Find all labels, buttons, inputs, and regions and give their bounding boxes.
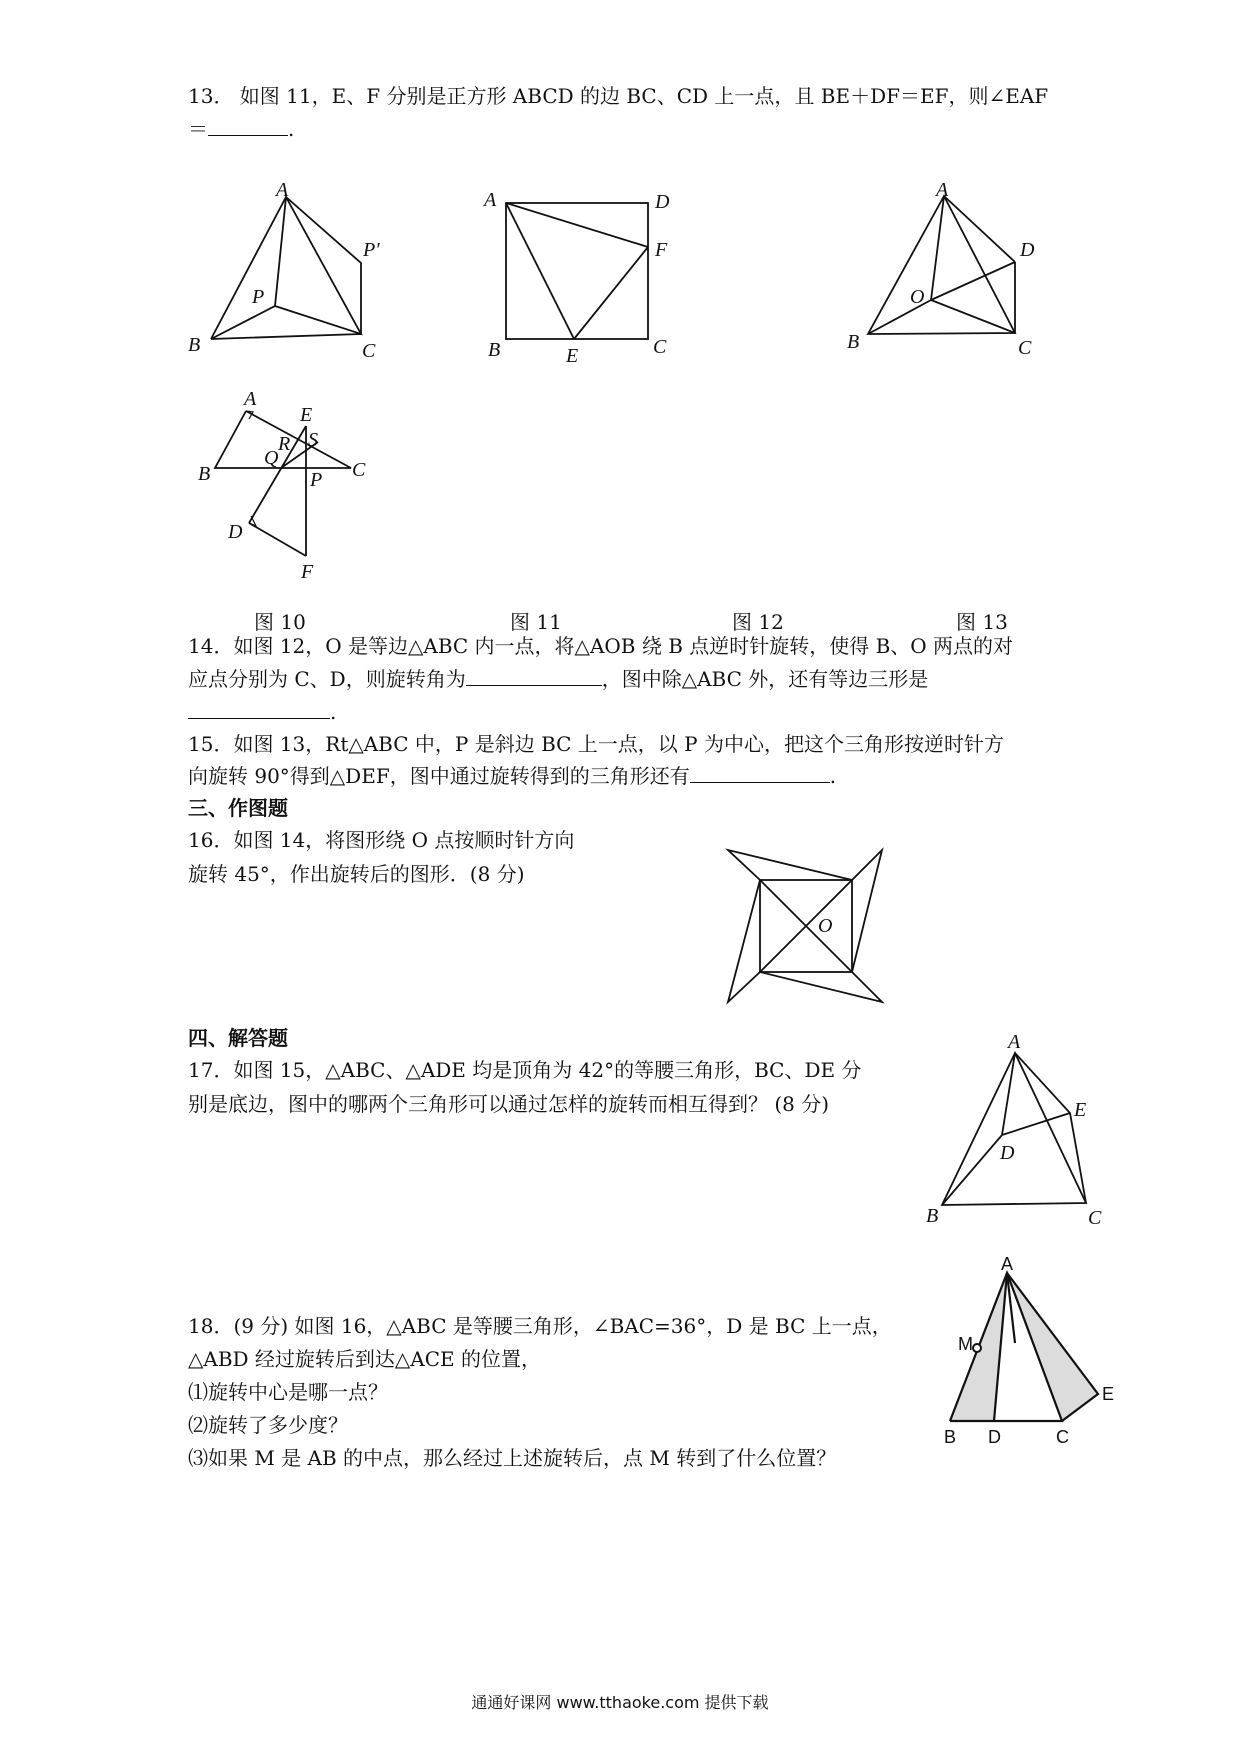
fig10-label-a: A	[276, 179, 289, 201]
fig12-label-a: A	[936, 179, 949, 201]
fig16-label-m: M	[958, 1334, 973, 1354]
q13-period: .	[288, 117, 295, 141]
fig12-label-b: B	[847, 331, 860, 353]
fig13-label-a: A	[244, 388, 257, 410]
q15-period: .	[829, 764, 837, 788]
q14-period: .	[330, 700, 337, 724]
figure-11	[506, 203, 648, 339]
fig11-label-e: E	[566, 345, 579, 367]
q15-line2	[188, 762, 836, 790]
q17-line1: 17．如图 15，△ABC、△ADE 均是顶角为 42°的等腰三角形，BC、DE 分	[188, 1058, 862, 1082]
fig13-label-s: S	[308, 429, 318, 451]
fig10-label-b: B	[188, 334, 201, 356]
q14-line2-tail: ，图中除△ABC 外，还有等边三形是	[601, 667, 929, 691]
fig10-label-c: C	[362, 340, 376, 362]
q14-triangles-blank[interactable]	[188, 698, 330, 719]
q15-answer-blank[interactable]	[690, 762, 830, 783]
q16-line2: 旋转 45°，作出旋转后的图形．(8 分)	[188, 862, 525, 886]
q13-line1: 13． 如图 11，E、F 分别是正方形 ABCD 的边 BC、CD 上一点，且 BE＋DF＝EF，则∠EAF	[188, 84, 1049, 108]
figure-15	[942, 1053, 1086, 1205]
fig15-label-c: C	[1088, 1207, 1102, 1229]
fig13-label-c: C	[352, 459, 366, 481]
q18-sub2: ⑵旋转了多少度？	[188, 1413, 348, 1437]
q15-line2-text: 向旋转 90°得到△DEF，图中通过旋转得到的三角形还有	[188, 764, 690, 788]
fig12-label-c: C	[1018, 337, 1032, 359]
fig15-label-b: B	[926, 1205, 939, 1227]
fig11-label-a: A	[484, 189, 497, 211]
fig12-label-d: D	[1020, 239, 1035, 261]
q18-sub3: ⑶如果 M 是 AB 的中点，那么经过上述旋转后，点 M 转到了什么位置？	[188, 1446, 837, 1470]
fig11-label-c: C	[653, 336, 667, 358]
fig13-label-q: Q	[264, 447, 279, 469]
q14-line2	[188, 665, 928, 693]
fig13-label-p: P	[310, 469, 323, 491]
section-3-heading: 三、作图题	[188, 796, 288, 820]
fig13-label-b: B	[198, 463, 211, 485]
q16-line1: 16．如图 14，将图形绕 O 点按顺时针方向	[188, 828, 575, 852]
fig11-label-b: B	[488, 339, 501, 361]
figure-12	[868, 196, 1015, 334]
q18-line2: △ABD 经过旋转后到达△ACE 的位置，	[188, 1347, 541, 1371]
fig13-label-d: D	[228, 521, 243, 543]
fig15-label-e: E	[1074, 1099, 1087, 1121]
fig15-label-a: A	[1008, 1031, 1021, 1053]
fig16-label-d: D	[988, 1427, 1001, 1447]
fig10-label-p-prime: P′	[363, 239, 380, 261]
q14-line2-text: 应点分别为 C、D，则旋转角为	[188, 667, 466, 691]
fig11-label-f: F	[655, 239, 668, 261]
fig14-label-o: O	[818, 915, 833, 937]
fig16-label-a: A	[1001, 1254, 1014, 1274]
caption-figure-13: 图 13	[956, 610, 1008, 634]
fig12-label-o: O	[910, 286, 925, 308]
fig10-label-p: P	[252, 286, 265, 308]
caption-figure-11: 图 11	[510, 610, 562, 634]
q14-angle-blank[interactable]	[466, 665, 602, 686]
q18-line1: 18．(9 分) 如图 16，△ABC 是等腰三角形，∠BAC=36°，D 是 BC 上一点，	[188, 1314, 892, 1338]
fig16-label-b: B	[944, 1427, 957, 1447]
figure-14	[728, 850, 882, 1002]
fig16-label-c: C	[1056, 1427, 1069, 1447]
fig13-label-r: R	[278, 433, 291, 455]
q13-equals: ＝	[188, 117, 208, 141]
caption-figure-10: 图 10	[254, 610, 306, 634]
section-4-heading: 四、解答题	[188, 1026, 288, 1050]
footer-source: 通通好课网 www.tthaoke.com 提供下载	[471, 1693, 769, 1712]
fig16-label-e: E	[1102, 1384, 1115, 1404]
q17-line2: 别是底边，图中的哪两个三角形可以通过怎样的旋转而相互得到？ (8 分)	[188, 1092, 830, 1116]
fig15-label-d: D	[1000, 1142, 1015, 1164]
q14-line1: 14．如图 12，O 是等边△ABC 内一点，将△AOB 绕 B 点逆时针旋转，使得 B、O 两点的对	[188, 634, 1014, 658]
q14-line3	[188, 698, 336, 726]
caption-figure-12: 图 12	[732, 610, 784, 634]
q15-line1: 15．如图 13，Rt△ABC 中，P 是斜边 BC 上一点，以 P 为中心，把这个三角形按逆时针方	[188, 732, 1004, 756]
figure-10	[211, 197, 361, 339]
fig11-label-d: D	[655, 191, 670, 213]
fig13-label-e: E	[300, 404, 313, 426]
fig13-label-f: F	[301, 561, 314, 583]
q18-sub1: ⑴旋转中心是哪一点？	[188, 1380, 388, 1404]
